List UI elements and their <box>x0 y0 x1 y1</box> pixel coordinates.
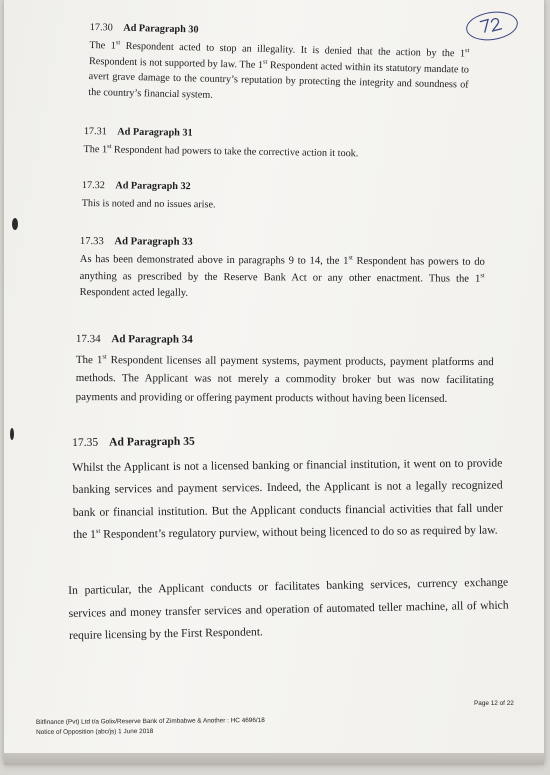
body-text: The 1 <box>75 353 103 366</box>
body-text: Whilst the Applicant is not a licensed banking or financial institution, it went on to provide banking services and payment services. Indeed, the Applicant is not a legally recognized bank or financial institution. But the Applicant conducts financial activities that fall under the 1 <box>72 456 503 542</box>
paragraph-heading <box>80 234 485 253</box>
handwritten-page-number-stamp <box>464 9 519 44</box>
paragraph-title: Ad Paragraph 30 <box>123 22 199 36</box>
paragraph-body <box>72 452 503 547</box>
handwritten-72-icon <box>478 14 506 35</box>
page-bottom-edge <box>4 753 544 765</box>
paragraph-number: 17.30 <box>89 21 113 34</box>
body-text: Respondent had powers to take the corrective action it took. <box>111 144 359 160</box>
paragraph-number: 17.32 <box>81 179 105 192</box>
ordinal-suffix: st <box>107 142 112 150</box>
body-text: Respondent’s regulatory purview, without being licenced to do so as required by law. <box>100 523 498 542</box>
paragraph-17-30 <box>88 20 470 110</box>
paragraph-title: Ad Paragraph 34 <box>111 333 193 346</box>
body-text: Respondent acted legally. <box>79 287 189 299</box>
paragraph-number: 17.35 <box>72 435 99 449</box>
paragraph-body <box>76 351 494 409</box>
document-footer <box>36 716 265 738</box>
paragraph-title: Ad Paragraph 35 <box>109 434 195 449</box>
paragraph-number: 17.34 <box>75 332 101 346</box>
binding-hole-mark <box>10 428 14 440</box>
body-text: This is noted and no issues arise. <box>81 197 216 211</box>
document-page <box>4 0 544 765</box>
paragraph-17-32 <box>82 178 482 216</box>
ordinal-suffix: st <box>262 58 268 66</box>
body-text: Respondent acted within its statutory mandate to avert grave damage to the country’s reputation by protecting the integrity and soundness of the country’s financial system. <box>88 59 470 102</box>
paragraph-heading <box>76 330 494 351</box>
body-text: Respondent licenses all payment systems, payment products, payment platforms and methods. The Applicant was not merely a commodity broker but was now facilitating payments and providing or offering payment products without having been licensed. <box>75 353 494 406</box>
ordinal-suffix: st <box>464 46 470 55</box>
paragraph-in-particular <box>68 572 509 648</box>
body-text: In particular, the Applicant conducts or facilitates banking services, currency exchange services and money transfer services and operation of automated teller machine, all of which require licensing by the First Respondent. <box>68 575 509 643</box>
paragraph-body <box>80 252 485 304</box>
body-text: Respondent acted to stop an illegality. It is denied that the action by the 1 <box>120 40 466 60</box>
paragraph-number: 17.31 <box>83 125 107 138</box>
paragraph-17-35 <box>72 427 503 546</box>
paragraph-17-33 <box>80 234 485 304</box>
footer-notice-line: Notice of Opposition (abc/js) 1 June 2018 <box>36 728 154 737</box>
paragraph-17-34 <box>76 330 494 409</box>
ordinal-suffix: st <box>480 272 485 280</box>
paragraph-body <box>82 196 482 216</box>
paragraph-title: Ad Paragraph 31 <box>117 126 193 139</box>
binding-hole-mark <box>12 218 18 230</box>
body-text: The 1 <box>89 39 116 52</box>
body-text: Respondent has powers to do anything as prescribed by the Reserve Bank Act or any other enactment. Thus the 1 <box>79 256 485 285</box>
page-number: Page 12 of 22 <box>474 700 514 707</box>
paragraph-heading <box>82 178 482 198</box>
paragraph-body <box>88 38 469 110</box>
paragraph-number: 17.33 <box>79 235 104 248</box>
ordinal-suffix: st <box>102 353 107 361</box>
paragraph-title: Ad Paragraph 32 <box>115 180 191 193</box>
body-text: The 1 <box>83 143 108 156</box>
paragraph-body <box>68 572 509 648</box>
ordinal-suffix: st <box>115 39 121 47</box>
ordinal-suffix: st <box>95 528 101 536</box>
body-text: Respondent is not supported by law. The 1 <box>88 55 264 71</box>
paragraph-17-31 <box>83 124 483 164</box>
paragraph-heading <box>72 427 502 454</box>
body-text: As has been demonstrated above in paragraphs 9 to 14, the 1 <box>79 254 349 268</box>
footer-case-line: Bitfinance (Pvt) Ltd t/a Golix/Reserve Bank of Zimbabwe & Another : HC 4696/18 <box>36 717 265 726</box>
ordinal-suffix: st <box>348 254 353 262</box>
paragraph-title: Ad Paragraph 33 <box>114 236 193 248</box>
